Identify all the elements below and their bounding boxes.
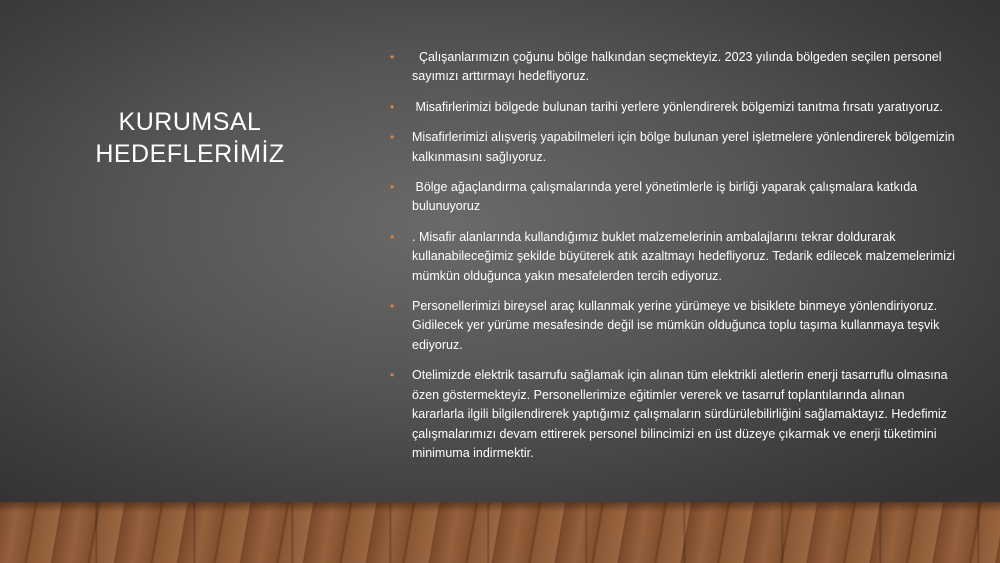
- bullet-marker-icon: •: [390, 180, 395, 195]
- slide-title: KURUMSAL HEDEFLERİMİZ: [95, 108, 285, 168]
- bullet-item: [388, 228, 960, 286]
- bullet-marker-icon: •: [390, 99, 395, 114]
- bullet-item: [388, 128, 960, 167]
- bullet-list: [388, 48, 960, 474]
- bullet-item: [388, 48, 960, 87]
- bullet-marker-icon: •: [390, 229, 395, 244]
- bullet-text: . Misafir alanlarında kullandığımız buklet malzemelerinin ambalajlarını tekrar doldurarak kullanabileceğimiz şekilde büyüterek atık azaltmayı hedefliyoruz. Tedarik edilecek malzemelerimizi mümkün olduğunca yakın mesafelerden tercih ediyoruz.: [412, 229, 956, 283]
- bullet-marker-icon: •: [390, 50, 395, 64]
- bullet-marker-icon: •: [390, 368, 395, 383]
- bullet-item: [388, 98, 960, 117]
- bullet-text: Misafirlerimizi bölgede bulunan tarihi yerlere yönlendirerek bölgemizi tanıtma fırsatı yaratıyoruz.: [412, 99, 943, 114]
- bullet-text: Personellerimizi bireysel araç kullanmak yerine yürümeye ve bisiklete binmeye yönlendiriyoruz. Gidilecek yer yürüme mesafesinde değil ise mümkün olduğunca toplu taşıma kullanmaya teşvik ediyoruz.: [412, 299, 940, 352]
- bullet-item: [388, 366, 960, 463]
- bullet-text: Bölge ağaçlandırma çalışmalarında yerel yönetimlerle iş birliği yaparak çalışmalara katkıda bulunuyoruz: [412, 180, 921, 214]
- bullet-item: [388, 297, 960, 355]
- bullet-marker-icon: •: [390, 130, 395, 145]
- bullet-text: Misafirlerimizi alışveriş yapabilmeleri için bölge bulunan yerel işletmelere yönlendirerek bölgemizin kalkınmasını sağlıyoruz.: [412, 130, 955, 164]
- bullet-text: Otelimizde elektrik tasarrufu sağlamak için alınan tüm elektrikli aletlerin enerji tasarruflu olmasına özen göstermekteyiz. Personellerimize eğitimler vererek ve tasarruf toplantılarında alınan kararlarla ilgili bilgilendirerek yaptığımız çalışmaların sürdürülebilirliğini sağlamaktayız. Hedefimiz çalışmalarımızı devam ettirerek personel bilincimizi en üst düzeye çıkarmak ve enerji tüketimini minimuma indirmektir.: [412, 368, 948, 460]
- bullet-marker-icon: •: [390, 299, 395, 314]
- wood-floor: [0, 502, 1000, 563]
- bullet-item: [388, 178, 960, 217]
- bullet-text: Çalışanlarımızın çoğunu bölge halkından seçmekteyiz. 2023 yılında bölgeden seçilen personel sayımızı arttırmayı hedefliyoruz.: [412, 50, 945, 84]
